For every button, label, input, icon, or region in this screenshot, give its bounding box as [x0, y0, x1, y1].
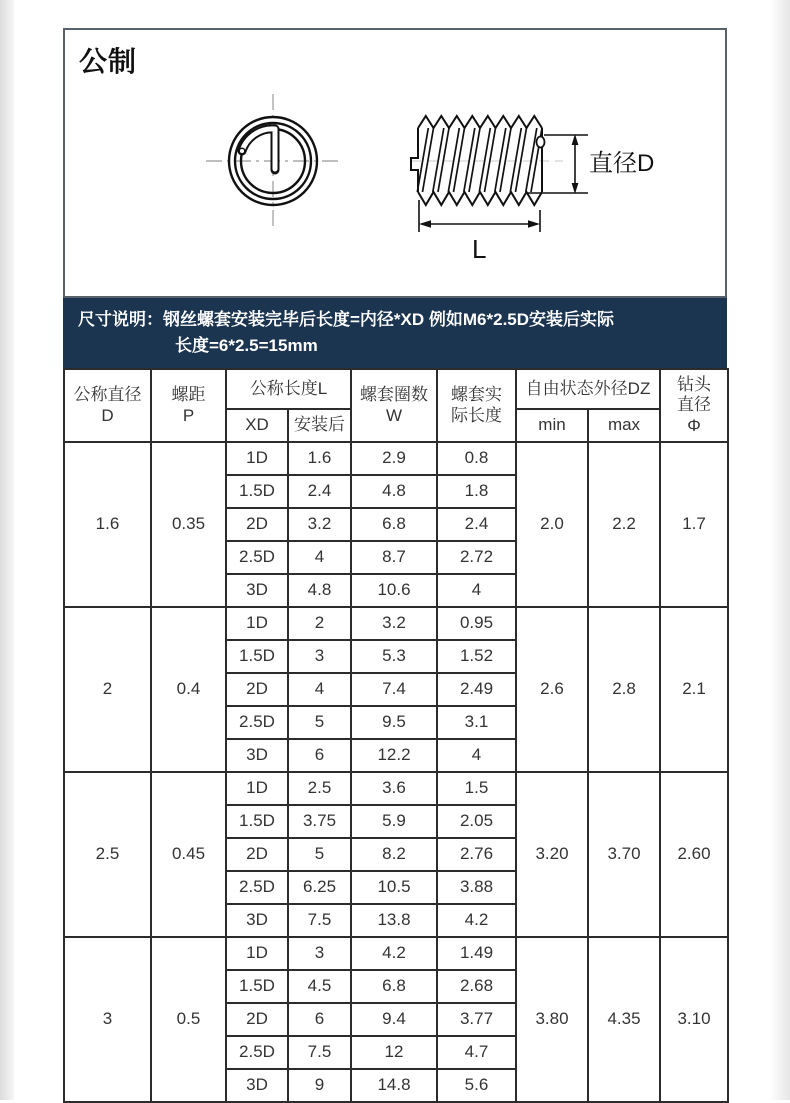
- tang-end-dot: [239, 148, 245, 154]
- cell-installed-length: 2: [288, 607, 351, 640]
- cell-installed-length: 6: [288, 1003, 351, 1036]
- cell-installed-length: 7.5: [288, 904, 351, 937]
- cell-od-max: 2.8: [588, 607, 660, 772]
- cell-installed-length: 3: [288, 937, 351, 970]
- size-note-banner: [63, 298, 727, 368]
- cell-od-min: 2.6: [516, 607, 588, 772]
- metric-drawing-card: [63, 28, 727, 298]
- cell-actual-length: 5.6: [437, 1069, 516, 1102]
- cell-coil-count: 6.8: [351, 508, 437, 541]
- cell-xd: 2.5D: [226, 1036, 288, 1069]
- technical-drawing: [65, 30, 725, 296]
- cell-xd: 1.5D: [226, 805, 288, 838]
- cell-coil-count: 14.8: [351, 1069, 437, 1102]
- cell-actual-length: 2.4: [437, 508, 516, 541]
- cell-coil-count: 7.4: [351, 673, 437, 706]
- cell-xd: 3D: [226, 904, 288, 937]
- cell-xd: 1.5D: [226, 475, 288, 508]
- cell-xd: 2D: [226, 838, 288, 871]
- length-dimension: [419, 200, 540, 264]
- cell-actual-length: 2.68: [437, 970, 516, 1003]
- spec-table: [63, 368, 729, 1103]
- cell-actual-length: 1.8: [437, 475, 516, 508]
- cell-installed-length: 1.6: [288, 442, 351, 475]
- cell-installed-length: 4.8: [288, 574, 351, 607]
- cell-coil-count: 12: [351, 1036, 437, 1069]
- cell-installed-length: 3: [288, 640, 351, 673]
- cell-installed-length: 2.4: [288, 475, 351, 508]
- banner-text-line2: 长度=6*2.5=15mm: [175, 336, 318, 355]
- col-header-min: min: [516, 409, 588, 442]
- cell-coil-count: 10.6: [351, 574, 437, 607]
- cell-od-max: 4.35: [588, 937, 660, 1102]
- cell-actual-length: 1.52: [437, 640, 516, 673]
- col-header-nominal-diameter: 公称直径 D: [64, 369, 151, 442]
- table-row: [64, 772, 728, 805]
- col-header-xd: XD: [226, 409, 288, 442]
- cell-coil-count: 12.2: [351, 739, 437, 772]
- spec-table-head: [64, 369, 728, 442]
- cell-xd: 2.5D: [226, 871, 288, 904]
- header-row-1: [64, 369, 728, 409]
- wire-end-dot: [537, 137, 545, 148]
- cell-xd: 1.5D: [226, 970, 288, 1003]
- diameter-dimension: [527, 134, 654, 194]
- cell-actual-length: 1.5: [437, 772, 516, 805]
- cell-actual-length: 3.77: [437, 1003, 516, 1036]
- product-spec-section: [63, 28, 727, 1103]
- cell-installed-length: 9: [288, 1069, 351, 1102]
- cell-od-max: 2.2: [588, 442, 660, 607]
- cell-xd: 3D: [226, 1069, 288, 1102]
- cell-nominal-diameter: 1.6: [64, 442, 151, 607]
- cell-xd: 2D: [226, 508, 288, 541]
- cell-coil-count: 9.5: [351, 706, 437, 739]
- cell-actual-length: 2.72: [437, 541, 516, 574]
- cell-installed-length: 4: [288, 673, 351, 706]
- cell-actual-length: 0.95: [437, 607, 516, 640]
- cell-coil-count: 5.9: [351, 805, 437, 838]
- cell-drill-diameter: 2.60: [660, 772, 728, 937]
- cell-actual-length: 3.1: [437, 706, 516, 739]
- cell-coil-count: 5.3: [351, 640, 437, 673]
- spec-table-body: [64, 442, 728, 1102]
- cell-installed-length: 4: [288, 541, 351, 574]
- cell-drill-diameter: 1.7: [660, 442, 728, 607]
- cell-pitch: 0.45: [151, 772, 226, 937]
- cell-nominal-diameter: 2: [64, 607, 151, 772]
- cell-pitch: 0.4: [151, 607, 226, 772]
- cell-coil-count: 6.8: [351, 970, 437, 1003]
- cell-coil-count: 8.2: [351, 838, 437, 871]
- coil-front-view-drawing: [206, 94, 341, 228]
- cell-installed-length: 6.25: [288, 871, 351, 904]
- cell-od-min: 3.80: [516, 937, 588, 1102]
- cell-coil-count: 8.7: [351, 541, 437, 574]
- cell-xd: 1.5D: [226, 640, 288, 673]
- cell-actual-length: 0.8: [437, 442, 516, 475]
- cell-coil-count: 13.8: [351, 904, 437, 937]
- cell-xd: 2D: [226, 673, 288, 706]
- cell-nominal-diameter: 2.5: [64, 772, 151, 937]
- cell-xd: 3D: [226, 739, 288, 772]
- col-header-max: max: [588, 409, 660, 442]
- cell-installed-length: 6: [288, 739, 351, 772]
- cell-coil-count: 2.9: [351, 442, 437, 475]
- cell-coil-count: 3.2: [351, 607, 437, 640]
- table-row: [64, 442, 728, 475]
- col-header-coil-count: 螺套圈数 W: [351, 369, 437, 442]
- cell-od-min: 2.0: [516, 442, 588, 607]
- cell-actual-length: 4.2: [437, 904, 516, 937]
- cell-od-max: 3.70: [588, 772, 660, 937]
- cell-actual-length: 4: [437, 739, 516, 772]
- cell-actual-length: 3.88: [437, 871, 516, 904]
- right-page-edge: [770, 0, 790, 1100]
- cell-drill-diameter: 2.1: [660, 607, 728, 772]
- cell-installed-length: 7.5: [288, 1036, 351, 1069]
- cell-installed-length: 3.2: [288, 508, 351, 541]
- cell-xd: 3D: [226, 574, 288, 607]
- cell-actual-length: 2.05: [437, 805, 516, 838]
- col-header-nominal-length: 公称长度L: [226, 369, 351, 409]
- cell-coil-count: 4.2: [351, 937, 437, 970]
- thread-lines: [417, 128, 542, 192]
- cell-actual-length: 2.76: [437, 838, 516, 871]
- length-dimension-label: L: [472, 234, 487, 264]
- col-header-installed: 安装后: [288, 409, 351, 442]
- diameter-dimension-label: 直径D: [589, 150, 655, 177]
- cell-pitch: 0.35: [151, 442, 226, 607]
- cell-pitch: 0.5: [151, 937, 226, 1102]
- threaded-insert-drawing: [411, 116, 563, 205]
- cell-installed-length: 2.5: [288, 772, 351, 805]
- cell-xd: 1D: [226, 607, 288, 640]
- left-page-edge: [0, 0, 14, 1100]
- cell-drill-diameter: 3.10: [660, 937, 728, 1102]
- cell-xd: 1D: [226, 442, 288, 475]
- col-header-drill-diameter: 钻头 直径 Φ: [660, 369, 728, 442]
- col-header-actual-length: 螺套实 际长度: [437, 369, 516, 442]
- col-header-free-state-od: 自由状态外径DZ: [516, 369, 660, 409]
- banner-text-line1: 尺寸说明：钢丝螺套安装完毕后长度=内径*XD 例如M6*2.5D安装后实际: [78, 310, 615, 329]
- cell-coil-count: 4.8: [351, 475, 437, 508]
- cell-installed-length: 4.5: [288, 970, 351, 1003]
- card-title: 公制: [79, 46, 138, 77]
- cell-xd: 2.5D: [226, 706, 288, 739]
- cell-od-min: 3.20: [516, 772, 588, 937]
- cell-xd: 1D: [226, 772, 288, 805]
- table-row: [64, 607, 728, 640]
- cell-actual-length: 4: [437, 574, 516, 607]
- cell-xd: 2.5D: [226, 541, 288, 574]
- cell-xd: 1D: [226, 937, 288, 970]
- cell-coil-count: 3.6: [351, 772, 437, 805]
- cell-nominal-diameter: 3: [64, 937, 151, 1102]
- cell-installed-length: 5: [288, 706, 351, 739]
- cell-coil-count: 10.5: [351, 871, 437, 904]
- cell-actual-length: 1.49: [437, 937, 516, 970]
- col-header-pitch: 螺距 P: [151, 369, 226, 442]
- cell-xd: 2D: [226, 1003, 288, 1036]
- table-row: [64, 937, 728, 970]
- cell-actual-length: 4.7: [437, 1036, 516, 1069]
- cell-coil-count: 9.4: [351, 1003, 437, 1036]
- cell-installed-length: 3.75: [288, 805, 351, 838]
- cell-actual-length: 2.49: [437, 673, 516, 706]
- cell-installed-length: 5: [288, 838, 351, 871]
